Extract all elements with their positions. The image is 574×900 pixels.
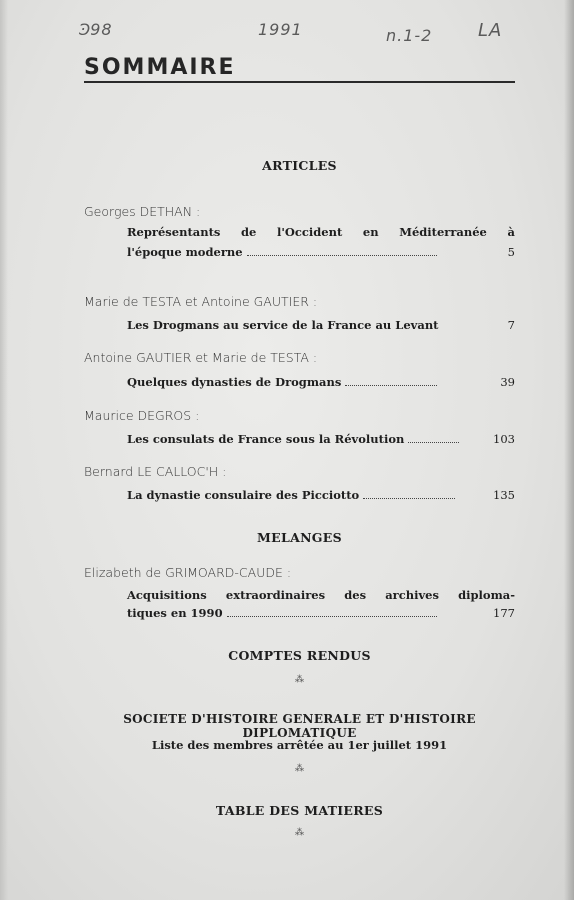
- entry-author: Bernard LE CALLOC'H :: [84, 464, 227, 479]
- entry-title-line: [127, 488, 515, 502]
- entry-title-line: [127, 606, 515, 620]
- entry-title: Les Drogmans au service de la France au Levant: [127, 318, 439, 332]
- entry-author: Maurice DEGROS :: [84, 408, 200, 423]
- handwritten-note-year: 1991: [258, 20, 303, 39]
- entry-page-number: 135: [493, 488, 515, 502]
- entry-page-number: 7: [507, 318, 515, 332]
- entry-page-number: 5: [507, 245, 515, 259]
- entry-author: Georges DETHAN :: [84, 204, 201, 219]
- section-heading-table-des-matieres: TABLE DES MATIERES: [215, 803, 384, 818]
- entry-author: Marie de TESTA et Antoine GAUTIER :: [84, 294, 318, 309]
- entry-author: Elizabeth de GRIMOARD-CAUDE :: [84, 565, 292, 580]
- page-edge-shadow-left: [0, 0, 8, 900]
- entry-title-line: Représentants de l'Occident en Méditerranée à: [127, 225, 515, 239]
- entry-title-line: Acquisitions extraordinaires des archives diploma-: [127, 588, 515, 602]
- ornament-asterism: ⁂: [295, 828, 304, 838]
- entry-title-line: [127, 245, 515, 259]
- ornament-asterism: ⁂: [295, 764, 304, 774]
- entry-title-line: [127, 432, 515, 446]
- ornament-asterism: ⁂: [295, 675, 304, 685]
- handwritten-note-left: Ͽ98: [78, 20, 113, 39]
- section-heading-comptes-rendus: COMPTES RENDUS: [228, 648, 371, 663]
- dot-leader: [345, 385, 437, 386]
- entry-page-number: 177: [493, 606, 515, 620]
- entry-title: l'époque moderne: [127, 245, 243, 259]
- handwritten-note-issue: n.1-2: [386, 26, 433, 45]
- dot-leader: [227, 616, 437, 617]
- entry-title: Quelques dynasties de Drogmans: [127, 375, 342, 389]
- entry-author: Antoine GAUTIER et Marie de TESTA :: [84, 350, 318, 365]
- dot-leader: [408, 442, 459, 443]
- page-edge-shadow-right: [564, 0, 574, 900]
- entry-page-number: 103: [493, 432, 515, 446]
- entry-title-line: [127, 318, 515, 332]
- page-title: SOMMAIRE: [84, 55, 236, 80]
- section-heading-articles: ARTICLES: [262, 158, 337, 173]
- entry-title: Les consulats de France sous la Révolution: [127, 432, 405, 446]
- entry-page-number: 39: [500, 375, 515, 389]
- handwritten-note-right: LA: [478, 20, 503, 41]
- section-heading-melanges: MELANGES: [257, 530, 342, 545]
- dot-leader: [247, 255, 437, 256]
- entry-title: tiques en 1990: [127, 606, 223, 620]
- entry-title-line: [127, 375, 515, 389]
- entry-title: La dynastie consulaire des Picciotto: [127, 488, 360, 502]
- section-heading-societe: SOCIETE D'HISTOIRE GENERALE ET D'HISTOIRE DIPLOMATIQUE: [123, 712, 476, 740]
- dot-leader: [363, 498, 455, 499]
- members-list-line: Liste des membres arrêtée au 1er juillet 1991: [151, 738, 448, 752]
- title-rule: [84, 81, 515, 83]
